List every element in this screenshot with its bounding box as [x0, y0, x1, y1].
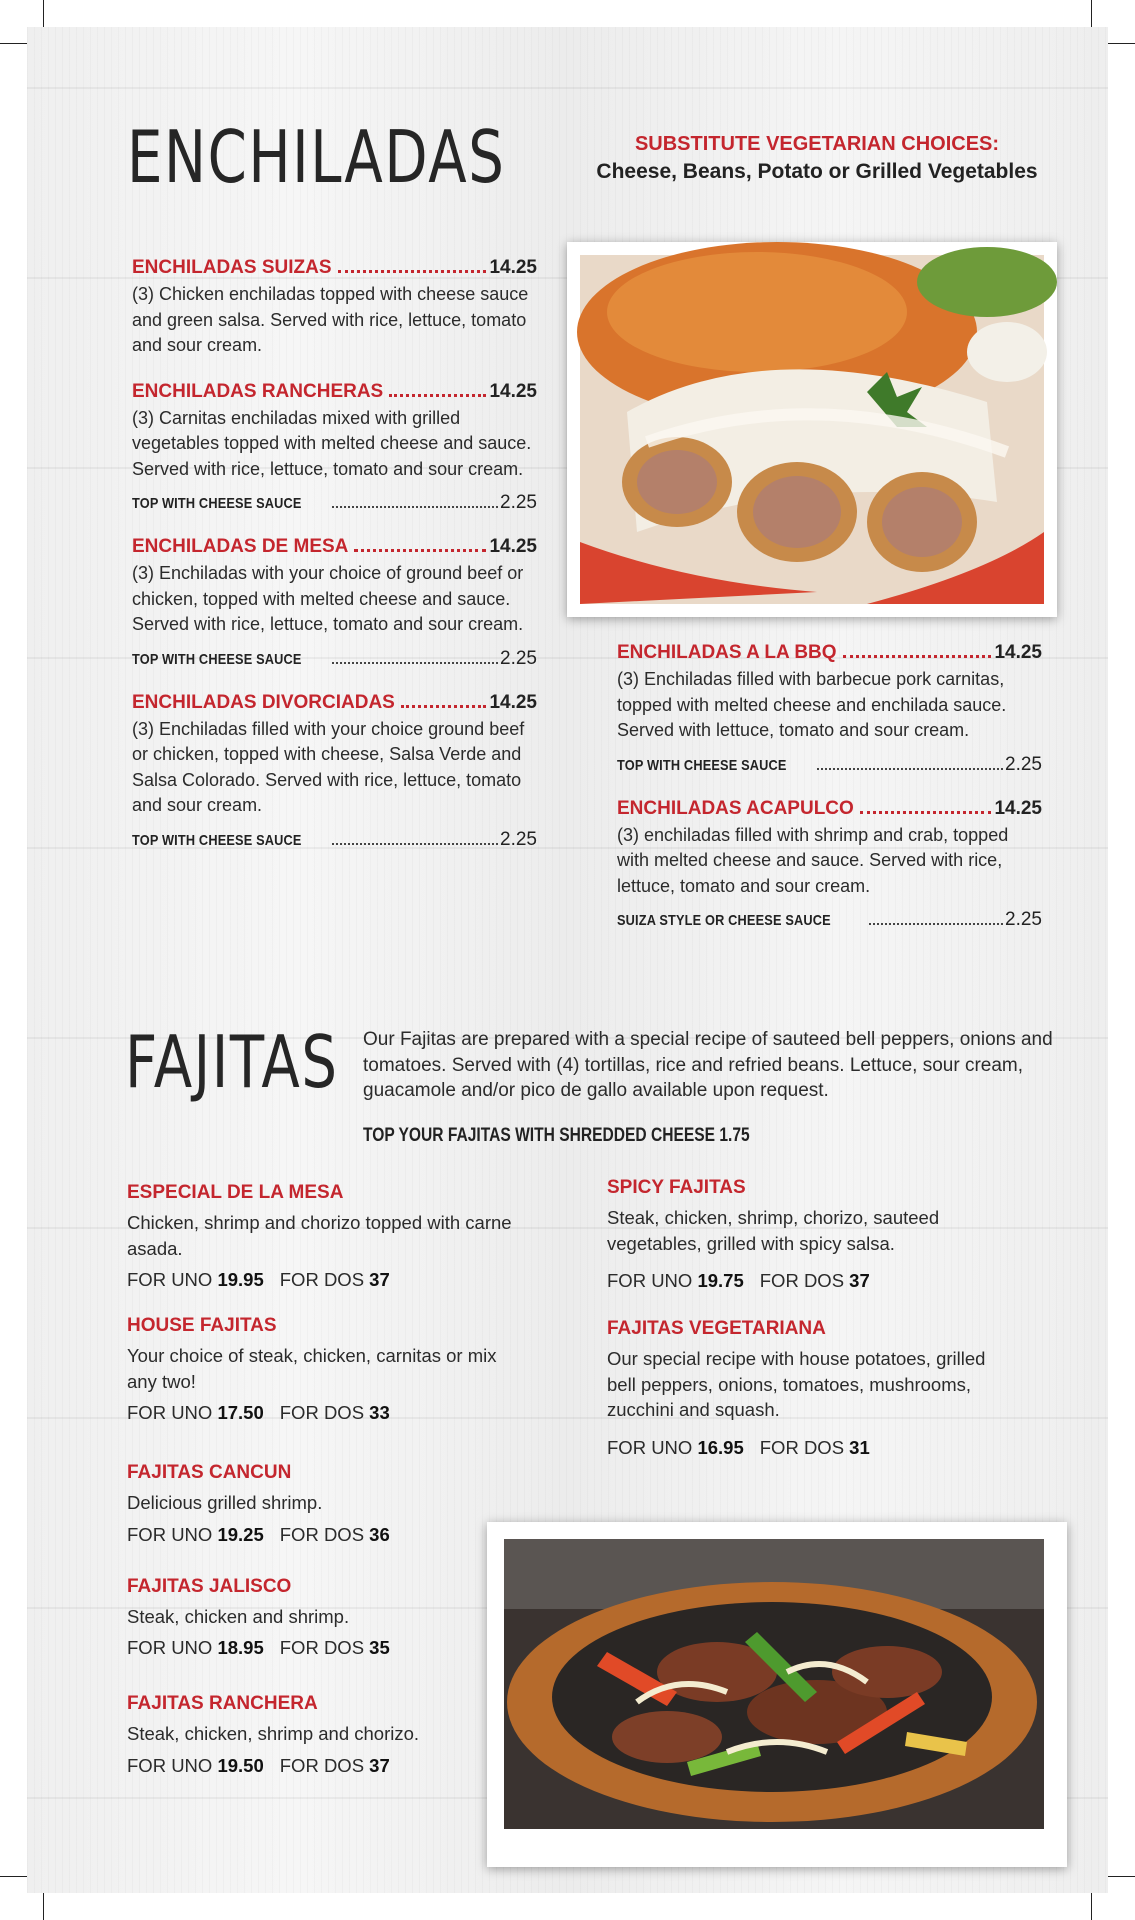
- uno-price: 19.75: [697, 1270, 744, 1291]
- item-description: Steak, chicken, shrimp and chorizo.: [127, 1723, 420, 1744]
- item-description: Delicious grilled shrimp.: [127, 1492, 323, 1513]
- addon-label: TOP WITH CHEESE SAUCE: [132, 831, 302, 849]
- item-name: ENCHILADAS DE MESA: [132, 536, 349, 557]
- menu-item: [132, 257, 537, 359]
- item-name: FAJITAS JALISCO: [127, 1575, 292, 1597]
- fajita-item: [127, 1576, 527, 1660]
- leader-dots: [338, 270, 487, 273]
- uno-label: FOR UNO: [607, 1270, 693, 1291]
- item-description: (3) Chicken enchiladas topped with cheese sauce and green salsa. Served with rice, lettuce, tomato and sour cream.: [132, 284, 529, 355]
- leader-dots: [860, 811, 992, 814]
- crop-mark: [43, 1893, 44, 1920]
- addon-label: TOP WITH CHEESE SAUCE: [617, 756, 787, 774]
- item-name: ESPECIAL DE LA MESA: [127, 1182, 344, 1203]
- fajitas-image: [487, 1522, 1067, 1867]
- uno-price: 17.50: [217, 1402, 264, 1423]
- fajitas-description: Our Fajitas are prepared with a special recipe of sauteed bell peppers, onions and tomatoes. Served with (4) tortillas, rice and refried beans. Lettuce, sour cream, guacamole and/or pico de gallo available upon request.: [363, 1029, 1053, 1101]
- substitute-title: SUBSTITUTE VEGETARIAN CHOICES:: [634, 133, 1000, 155]
- item-price: 14.25: [994, 797, 1042, 819]
- leader-dots: [843, 655, 992, 658]
- leader-dots: [401, 705, 487, 708]
- fajita-item: [127, 1693, 527, 1777]
- addon-line: [617, 909, 1042, 931]
- item-name: HOUSE FAJITAS: [127, 1315, 277, 1336]
- dos-price: 37: [849, 1270, 870, 1291]
- item-name: ENCHILADAS DIVORCIADAS: [132, 691, 395, 713]
- leader-dots: [354, 549, 486, 552]
- leader-dots: [869, 923, 1003, 925]
- crop-mark: [1108, 43, 1135, 44]
- item-price: 14.25: [489, 536, 537, 557]
- uno-price: 18.95: [217, 1637, 264, 1658]
- crop-mark: [43, 0, 44, 27]
- uno-price: 19.25: [217, 1523, 264, 1545]
- item-prices: [127, 1755, 527, 1777]
- menu-page: [27, 27, 1108, 1893]
- item-prices: [127, 1269, 527, 1291]
- dos-price: 37: [369, 1269, 390, 1290]
- item-name: FAJITAS CANCUN: [127, 1462, 292, 1483]
- fajita-item: [607, 1318, 1007, 1459]
- menu-item: [132, 692, 537, 851]
- uno-label: FOR UNO: [127, 1402, 213, 1423]
- addon-line: [132, 648, 537, 670]
- dos-price: 33: [369, 1402, 390, 1423]
- item-name: SPICY FAJITAS: [607, 1177, 746, 1198]
- uno-price: 16.95: [697, 1436, 744, 1458]
- fajita-item: [127, 1315, 527, 1424]
- item-price: 14.25: [994, 642, 1042, 663]
- item-description: Chicken, shrimp and chorizo topped with carne asada.: [127, 1212, 512, 1259]
- fajitas-photo: [487, 1522, 1067, 1867]
- item-description: (3) Enchiladas with your choice of ground beef or chicken, topped with melted cheese and sauce. Served with rice, lettuce, tomato and sour cream.: [132, 563, 524, 634]
- item-description: (3) Enchiladas filled with your choice ground beef or chicken, topped with cheese, Salsa Verde and Salsa Colorado. Served with rice, lettuce, tomato and sour cream.: [132, 718, 525, 815]
- fajitas-right-column: [607, 1177, 1007, 1483]
- uno-price: 19.50: [217, 1754, 264, 1776]
- item-prices: [607, 1270, 1007, 1292]
- crop-mark: [1091, 0, 1092, 27]
- fajita-item: [127, 1462, 527, 1546]
- item-description: Steak, chicken, shrimp, chorizo, sauteed vegetables, grilled with spicy salsa.: [607, 1207, 940, 1254]
- uno-label: FOR UNO: [127, 1269, 213, 1290]
- leader-dots: [817, 768, 1004, 770]
- item-price: 14.25: [489, 257, 537, 278]
- crop-mark: [0, 1876, 27, 1877]
- addon-line: [617, 754, 1042, 776]
- item-name: ENCHILADAS SUIZAS: [132, 257, 332, 278]
- leader-dots: [332, 506, 499, 508]
- enchiladas-left-column: [132, 257, 537, 873]
- item-description: Your choice of steak, chicken, carnitas or mix any two!: [127, 1345, 497, 1392]
- dos-label: FOR DOS: [759, 1436, 845, 1458]
- addon-line: [132, 492, 537, 514]
- item-name: FAJITAS VEGETARIANA: [607, 1318, 826, 1339]
- dos-price: 35: [369, 1637, 390, 1658]
- dos-label: FOR DOS: [279, 1523, 365, 1545]
- dos-label: FOR DOS: [279, 1637, 365, 1658]
- fajita-item: [127, 1182, 527, 1291]
- item-prices: [127, 1402, 527, 1424]
- addon-label: TOP WITH CHEESE SAUCE: [132, 650, 302, 668]
- fajitas-title: FAJITAS: [125, 1020, 339, 1104]
- leader-dots: [332, 843, 499, 845]
- item-description: Our special recipe with house potatoes, grilled bell peppers, onions, tomatoes, mushrooms, zucchini and squash.: [607, 1348, 986, 1420]
- addon-line: [132, 829, 537, 851]
- item-prices: [607, 1437, 1007, 1459]
- enchiladas-photo: [567, 242, 1057, 617]
- fajitas-left-column: [127, 1182, 527, 1801]
- uno-label: FOR UNO: [127, 1523, 213, 1545]
- uno-label: FOR UNO: [127, 1754, 213, 1776]
- addon-price: 2.25: [500, 828, 537, 850]
- addon-label: TOP WITH CHEESE SAUCE: [132, 495, 302, 512]
- item-price: 14.25: [489, 691, 537, 713]
- item-description: (3) Carnitas enchiladas mixed with grilled vegetables topped with melted cheese and sauce. Served with rice, lettuce, tomato and sour cream.: [132, 407, 532, 479]
- item-prices: [127, 1524, 527, 1546]
- vegetarian-substitute-note: [567, 133, 1067, 184]
- item-name: ENCHILADAS RANCHERAS: [132, 380, 384, 402]
- uno-label: FOR UNO: [127, 1637, 213, 1658]
- item-description: (3) enchiladas filled with shrimp and crab, topped with melted cheese and sauce. Served with rice, lettuce, tomato and sour cream.: [617, 824, 1009, 896]
- substitute-options: Cheese, Beans, Potato or Grilled Vegetables: [596, 160, 1038, 183]
- item-description: (3) Enchiladas filled with barbecue pork carnitas, topped with melted cheese and enchilada sauce. Served with lettuce, tomato and sour cream.: [617, 669, 1007, 740]
- addon-price: 2.25: [1005, 909, 1042, 930]
- leader-dots: [389, 394, 486, 397]
- dos-label: FOR DOS: [759, 1270, 845, 1291]
- crop-mark: [1108, 1876, 1135, 1877]
- addon-label: SUIZA STYLE OR CHEESE SAUCE: [617, 912, 831, 929]
- menu-item: [132, 536, 537, 670]
- dos-price: 31: [849, 1436, 870, 1458]
- item-price: 14.25: [489, 380, 537, 402]
- dos-price: 36: [369, 1523, 390, 1545]
- crop-mark: [0, 43, 27, 44]
- enchiladas-image: [567, 242, 1057, 617]
- addon-price: 2.25: [500, 492, 537, 513]
- dos-label: FOR DOS: [279, 1269, 365, 1290]
- uno-label: FOR UNO: [607, 1436, 693, 1458]
- fajitas-topping-note: TOP YOUR FAJITAS WITH SHREDDED CHEESE 1.75: [363, 1125, 750, 1146]
- dos-label: FOR DOS: [279, 1402, 365, 1423]
- item-prices: [127, 1637, 527, 1659]
- item-description: Steak, chicken and shrimp.: [127, 1605, 350, 1627]
- enchiladas-title: ENCHILADAS: [127, 115, 506, 199]
- crop-mark: [1091, 1893, 1092, 1920]
- item-name: ENCHILADAS A LA BBQ: [617, 642, 837, 663]
- addon-price: 2.25: [1005, 753, 1042, 775]
- dos-price: 37: [369, 1754, 390, 1776]
- item-name: ENCHILADAS ACAPULCO: [617, 797, 854, 819]
- item-name: FAJITAS RANCHERA: [127, 1693, 318, 1714]
- uno-price: 19.95: [217, 1269, 264, 1290]
- enchiladas-right-column: [617, 642, 1042, 953]
- leader-dots: [332, 662, 499, 664]
- addon-price: 2.25: [500, 647, 537, 669]
- fajita-item: [607, 1177, 1007, 1292]
- menu-item: [132, 381, 537, 515]
- menu-item: [617, 642, 1042, 776]
- menu-item: [617, 798, 1042, 932]
- dos-label: FOR DOS: [279, 1754, 365, 1776]
